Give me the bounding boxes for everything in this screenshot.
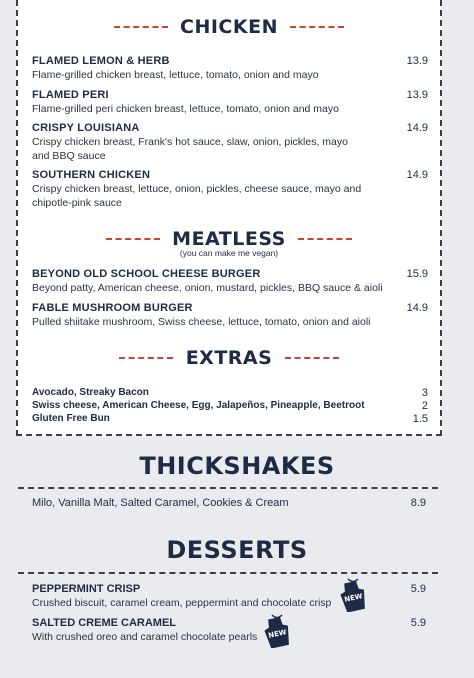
extra-name: Swiss cheese, American Cheese, Egg, Jalapeños, Pineapple, Beetroot xyxy=(32,400,365,411)
item-description: Beyond patty, American cheese, onion, mustard, pickles, BBQ sauce & aioli xyxy=(32,282,383,294)
desserts-title: DESSERTS xyxy=(166,536,308,564)
item-name: FLAMED PERI xyxy=(32,89,109,101)
item-price: 5.9 xyxy=(410,617,426,629)
chicken-section-header xyxy=(18,16,440,38)
extra-price: 1.5 xyxy=(412,413,428,425)
menu-item xyxy=(32,497,426,509)
menu-item xyxy=(32,617,426,643)
item-name: SOUTHERN CHICKEN xyxy=(32,169,151,181)
extra-name: Gluten Free Bun xyxy=(32,413,110,424)
section-divider xyxy=(18,487,438,489)
menu-item xyxy=(32,302,428,329)
item-price: 14.9 xyxy=(406,169,428,181)
meatless-section-header xyxy=(18,228,440,250)
header-rule-right xyxy=(285,357,339,359)
item-price: 5.9 xyxy=(410,583,426,595)
item-name: CRISPY LOUISIANA xyxy=(32,122,140,134)
extra-item xyxy=(32,413,428,424)
new-apron-badge-icon xyxy=(340,578,366,612)
thickshakes-title: THICKSHAKES xyxy=(139,452,335,480)
extras-section-header xyxy=(18,347,440,369)
item-name: BEYOND OLD SCHOOL CHEESE BURGER xyxy=(32,268,261,280)
header-rule-right xyxy=(290,26,344,28)
item-description: Pulled shiitake mushroom, Swiss cheese, lettuce, tomato, onion and aioli xyxy=(32,316,371,328)
item-name: SALTED CREME CARAMEL xyxy=(32,617,177,629)
extra-price: 3 xyxy=(421,387,428,399)
chicken-title: CHICKEN xyxy=(180,16,278,38)
menu-item xyxy=(32,583,426,609)
item-price: 15.9 xyxy=(406,268,428,280)
new-badge-label: NEW xyxy=(267,628,288,640)
item-description: Flame-grilled chicken breast, lettuce, tomato, onion and mayo xyxy=(32,69,319,81)
new-badge-label: NEW xyxy=(343,592,364,604)
menu-item xyxy=(32,122,428,163)
item-price: 8.9 xyxy=(410,497,426,509)
meatless-title: MEATLESS xyxy=(172,228,286,250)
menu-item xyxy=(32,169,428,210)
section-divider xyxy=(18,572,438,574)
header-rule-left xyxy=(119,357,173,359)
header-rule-left xyxy=(106,238,160,240)
extra-name: Avocado, Streaky Bacon xyxy=(32,387,149,398)
item-name: FLAMED LEMON & HERB xyxy=(32,55,170,67)
item-name: PEPPERMINT CRISP xyxy=(32,583,141,595)
item-description: Flame-grilled peri chicken breast, lettuce, tomato, onion and mayo xyxy=(32,103,339,115)
menu-item xyxy=(32,89,428,116)
header-rule-right xyxy=(298,238,352,240)
header-rule-left xyxy=(114,26,168,28)
extra-price: 2 xyxy=(421,400,428,412)
item-name: FABLE MUSHROOM BURGER xyxy=(32,302,193,314)
item-name: Milo, Vanilla Malt, Salted Caramel, Cookies & Cream xyxy=(32,497,289,509)
item-price: 14.9 xyxy=(406,122,428,134)
new-apron-badge-icon xyxy=(264,614,290,648)
extra-item xyxy=(32,400,428,411)
item-description: Crispy chicken breast, lettuce, onion, pickles, cheese sauce, mayo and chipotle-pink sauce xyxy=(32,183,362,209)
item-description: Crispy chicken breast, Frank's hot sauce, slaw, onion, pickles, mayo and BBQ sauce xyxy=(32,136,348,162)
item-price: 14.9 xyxy=(406,302,428,314)
item-price: 13.9 xyxy=(406,55,428,67)
menu-item xyxy=(32,268,428,295)
main-menu-panel xyxy=(16,0,442,436)
extra-item xyxy=(32,387,428,398)
extras-title: EXTRAS xyxy=(185,347,273,369)
item-price: 13.9 xyxy=(406,89,428,101)
item-description: With crushed oreo and caramel chocolate pearls xyxy=(32,631,258,643)
meatless-subtitle: (you can make me vegan) xyxy=(179,248,279,258)
item-description: Crushed biscuit, caramel cream, peppermint and chocolate crisp xyxy=(32,597,332,609)
menu-item xyxy=(32,55,428,82)
